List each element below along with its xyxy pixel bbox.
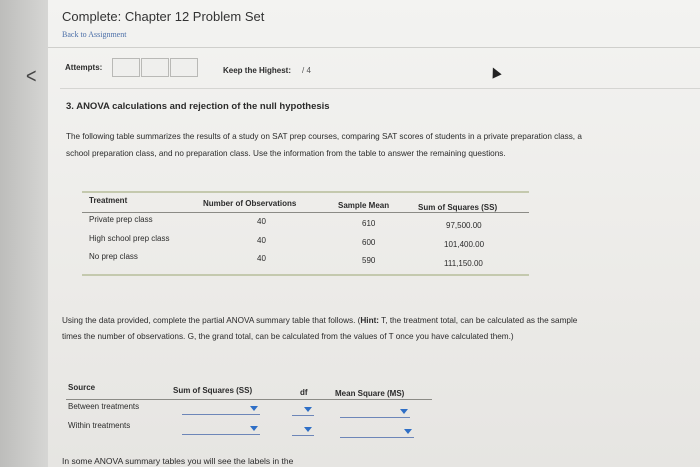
hint-bold: Hint: — [360, 316, 380, 325]
anova-row-label: Within treatments — [68, 421, 131, 430]
dropdown-arrow-icon — [250, 426, 258, 431]
between-ss-dropdown[interactable] — [182, 404, 260, 415]
bottom-paragraph: In some ANOVA summary tables you will see the labels in the — [62, 456, 294, 466]
table-cell: No prep class — [89, 252, 138, 261]
table-cell: 590 — [362, 256, 376, 265]
within-ss-dropdown[interactable] — [182, 424, 260, 435]
divider — [60, 88, 700, 89]
attempt-box-2 — [141, 58, 169, 77]
table-rule — [82, 191, 529, 193]
table-cell: 111,150.00 — [444, 259, 483, 268]
table-cell: 40 — [257, 217, 266, 226]
table-rule — [66, 399, 432, 400]
table-cell: 610 — [362, 219, 376, 228]
dropdown-arrow-icon — [304, 427, 312, 432]
intro-line-2: school preparation class, and no preparation class. Use the information from the table to answer the remaining questions. — [66, 149, 506, 158]
within-ms-dropdown[interactable] — [340, 427, 414, 438]
attempt-box-1 — [112, 58, 140, 77]
table-cell: 97,500.00 — [446, 221, 482, 230]
hint-text: Using the data provided, complete the partial ANOVA summary table that follows. ( — [62, 316, 361, 325]
keep-highest-label: Keep the Highest: — [223, 66, 292, 75]
table-cell: 40 — [257, 236, 266, 245]
between-ms-dropdown[interactable] — [340, 407, 410, 418]
hint-paragraph — [62, 313, 700, 345]
anova-header-ms: Mean Square (MS) — [335, 389, 405, 398]
table-rule — [82, 274, 529, 276]
header-observations: Number of Observations — [203, 199, 297, 208]
hint-line-1 — [62, 313, 700, 329]
chevron-left-icon[interactable]: < — [26, 63, 37, 88]
table-cell: 101,400.00 — [444, 240, 485, 249]
table-rule — [82, 212, 529, 213]
dropdown-arrow-icon — [304, 407, 312, 412]
question-title: 3. ANOVA calculations and rejection of the null hypothesis — [66, 101, 330, 112]
keep-highest-value: / 4 — [302, 66, 311, 75]
hint-line-2: times the number of observations. G, the grand total, can be calculated from the values of T once you have calculated them.) — [62, 332, 514, 341]
dropdown-arrow-icon — [400, 409, 408, 414]
attempt-box-3 — [170, 58, 198, 77]
header-treatment: Treatment — [89, 196, 128, 205]
hint-text: T, the treatment total, can be calculated as the sample — [379, 316, 578, 325]
intro-line-1: The following table summarizes the results of a study on SAT prep courses, comparing SAT scores of students in a private preparation class, a — [66, 132, 582, 141]
anova-row-label: Between treatments — [68, 402, 140, 411]
page-title: Complete: Chapter 12 Problem Set — [62, 9, 265, 24]
back-to-assignment-link[interactable]: Back to Assignment — [62, 30, 127, 39]
anova-header-ss: Sum of Squares (SS) — [173, 386, 253, 395]
header-sum-of-squares: Sum of Squares (SS) — [418, 203, 498, 212]
left-sidebar — [0, 0, 48, 467]
within-df-dropdown[interactable] — [292, 425, 314, 436]
anova-header-source: Source — [68, 383, 96, 392]
table-cell: Private prep class — [89, 215, 153, 224]
between-df-dropdown[interactable] — [292, 405, 314, 416]
table-cell: 600 — [362, 238, 376, 247]
table-cell: 40 — [257, 254, 266, 263]
table-cell: High school prep class — [89, 234, 170, 243]
dropdown-arrow-icon — [404, 429, 412, 434]
anova-header-df: df — [300, 388, 308, 397]
attempts-label: Attempts: — [65, 63, 103, 72]
divider — [48, 47, 700, 48]
header-sample-mean: Sample Mean — [338, 201, 390, 210]
question-intro — [66, 128, 700, 162]
dropdown-arrow-icon — [250, 406, 258, 411]
